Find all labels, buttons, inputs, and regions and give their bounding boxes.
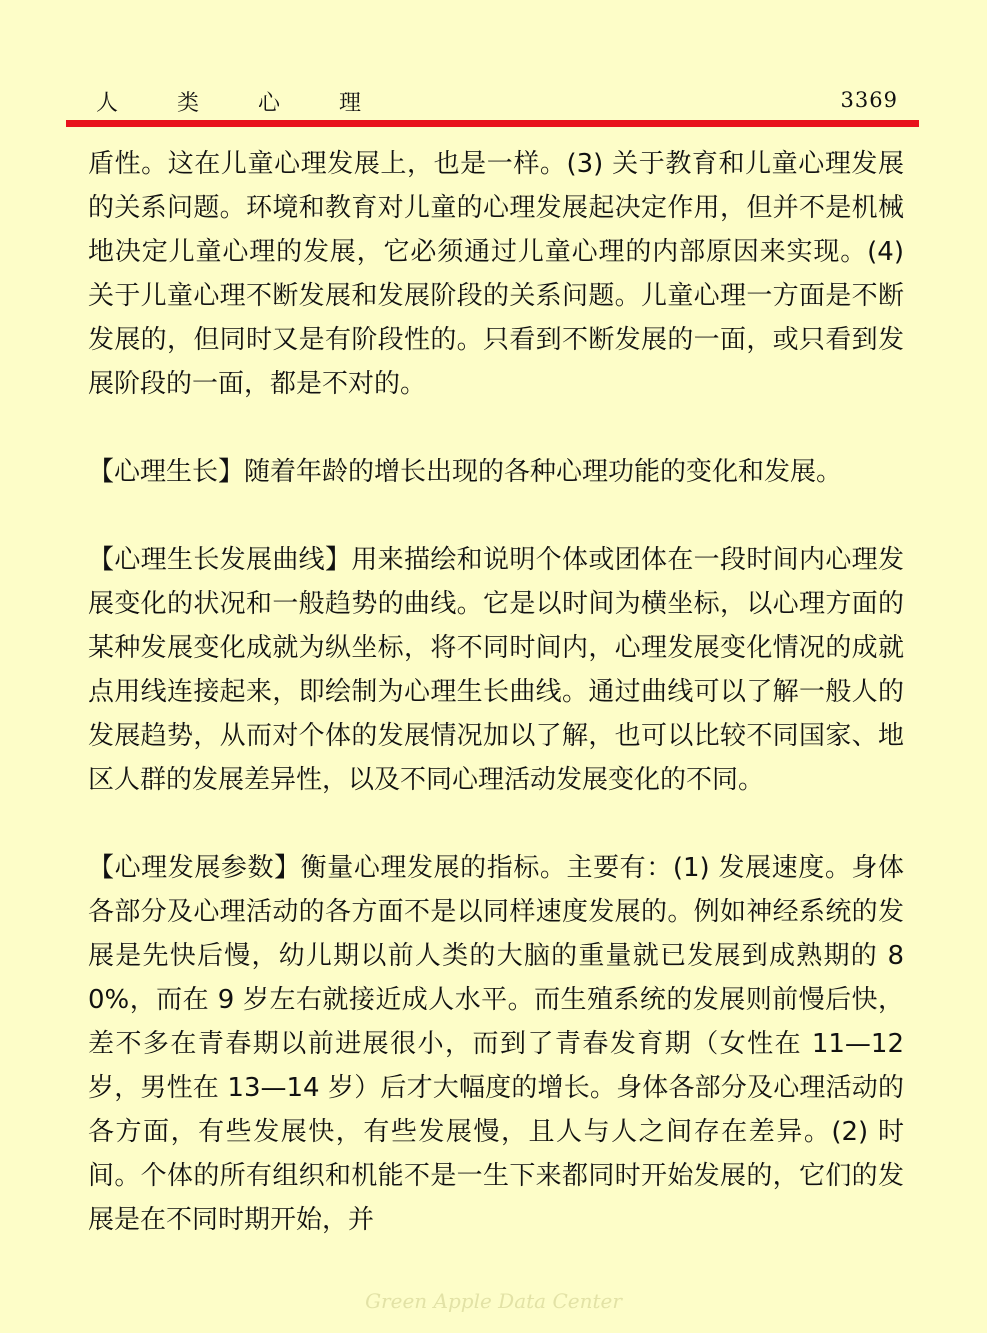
entry-growth-curve: 【心理生长发展曲线】用来描绘和说明个体或团体在一段时间内心理发展变化的状况和一般趋势的曲线。它是以时间为横坐标，以心理方面的某种发展变化成就为纵坐标，将不同时间内，心理发展变化情况的成就点用线连接起来，即绘制为心理生长曲线。通过曲线可以了解一般人的发展趋势，从而对个体的发展情况加以了解，也可以比较不同国家、地区人群的发展差异性，以及不同心理活动发展变化的不同。 — [88, 545, 904, 795]
paragraph-gap — [88, 802, 904, 846]
watermark: Green Apple Data Center — [365, 1289, 622, 1313]
body-text — [88, 142, 904, 1242]
paragraph-gap — [88, 406, 904, 450]
entry-psychological-growth: 【心理生长】随着年龄的增长出现的各种心理功能的变化和发展。 — [88, 457, 843, 487]
paragraph-continuation: 盾性。这在儿童心理发展上，也是一样。(3) 关于教育和儿童心理发展的关系问题。环境和教育对儿童的心理发展起决定作用，但并不是机械地决定儿童心理的发展，它必须通过儿童心理的内部原因来实现。(4) 关于儿童心理不断发展和发展阶段的关系问题。儿童心理一方面是不断发展的，但同时又是有阶段性的。只看到不断发展的一面，或只看到发展阶段的一面，都是不对的。 — [88, 149, 904, 399]
running-header — [90, 82, 898, 116]
entry-development-parameters: 【心理发展参数】衡量心理发展的指标。主要有：(1) 发展速度。身体各部分及心理活动的各方面不是以同样速度发展的。例如神经系统的发展是先快后慢，幼儿期以前人类的大脑的重量就已发展到成熟期的 80%，而在 9 岁左右就接近成人水平。而生殖系统的发展则前慢后快，差不多在青春期以前进展很小，而到了青春发育期（女性在 11—12 岁，男性在 13—14 岁）后才大幅度的增长。身体各部分及心理活动的各方面，有些发展快，有些发展慢，且人与人之间存在差异。(2) 时间。个体的所有组织和机能不是一生下来都同时开始发展的，它们的发展是在不同时期开始，并 — [88, 853, 904, 1235]
header-rule — [66, 120, 919, 127]
header-title: 人 类 心 理 — [96, 91, 387, 116]
paragraph-gap — [88, 494, 904, 538]
page-number: 3369 — [840, 88, 898, 112]
